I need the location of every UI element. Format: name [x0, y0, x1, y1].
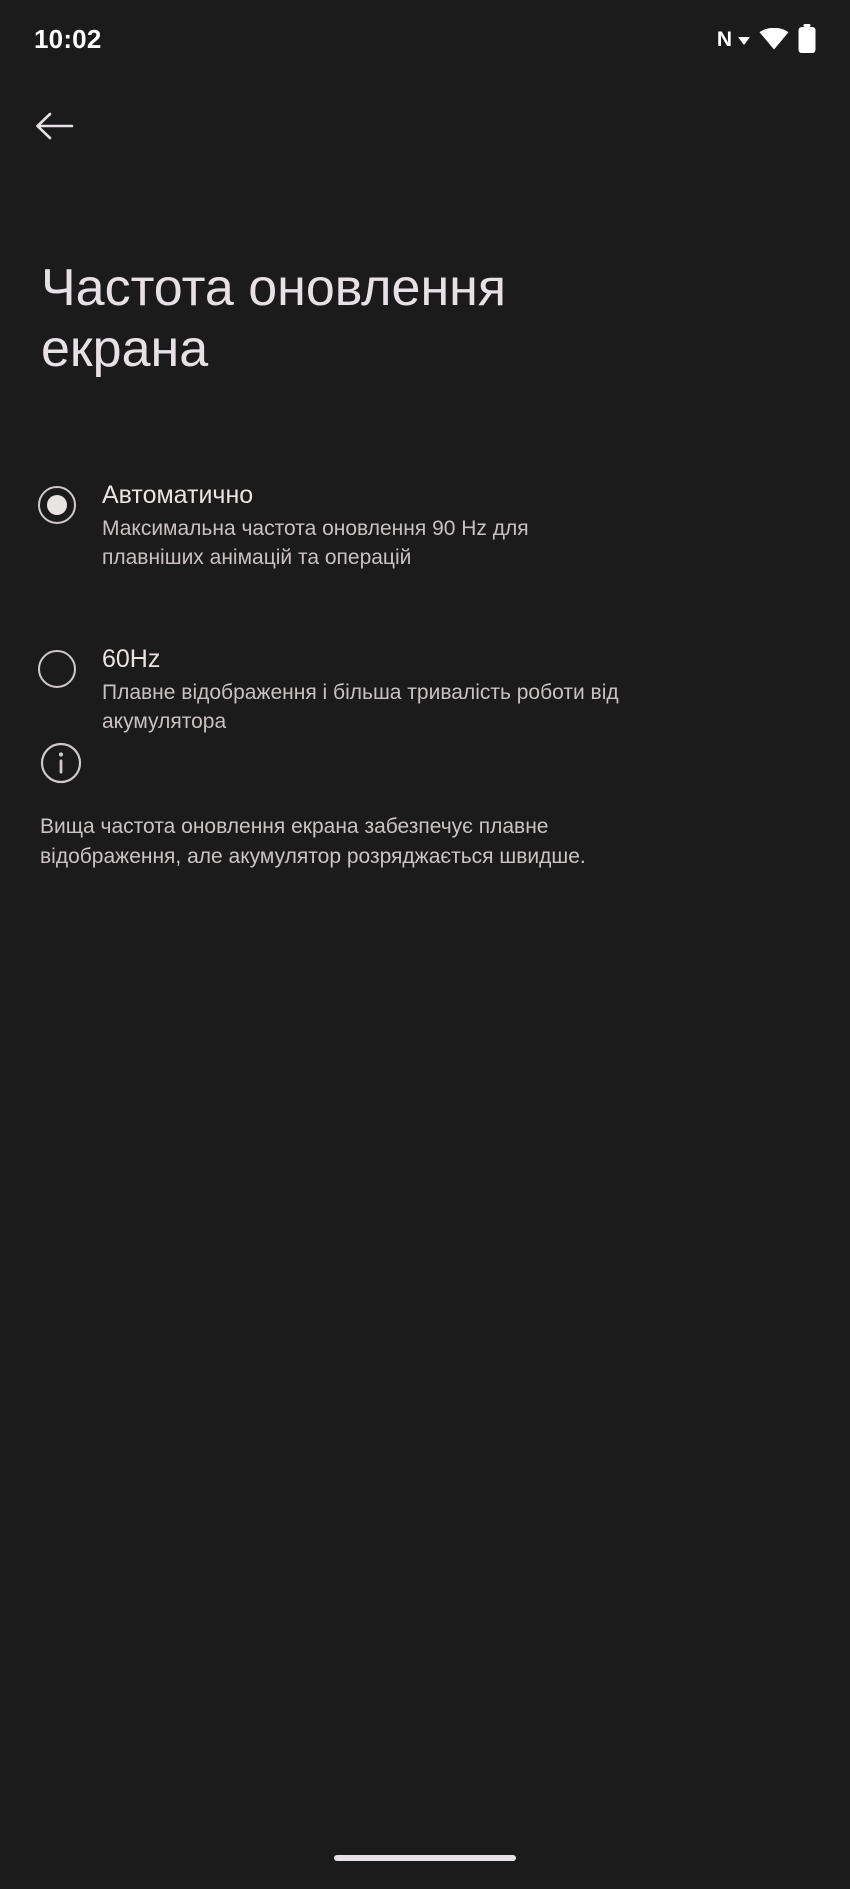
back-button[interactable]	[26, 100, 82, 156]
wifi-icon	[759, 28, 789, 50]
status-bar	[0, 0, 850, 78]
option-text-60hz	[102, 644, 810, 736]
status-icon-group	[717, 24, 816, 54]
option-text-automatic	[102, 480, 810, 572]
option-title-60hz: 60Hz	[102, 644, 161, 673]
option-row-automatic[interactable]	[0, 466, 850, 586]
option-description-60hz: Плавне відображення і більша тривалість роботи від акумулятора	[102, 681, 619, 733]
battery-icon	[798, 24, 816, 54]
option-title-automatic: Автоматично	[102, 481, 254, 509]
refresh-rate-option-list	[0, 466, 850, 750]
arrow-left-icon	[34, 109, 74, 148]
nfc-icon: N	[716, 27, 731, 51]
info-description: Вища частота оновлення екрана забезпечує плавне відображення, але акумулятор розряджається швидше.	[40, 815, 586, 869]
chevron-down-icon	[738, 37, 750, 45]
option-row-60hz[interactable]	[0, 630, 850, 750]
option-description-automatic: Максимальна частота оновлення 90 Hz для плавніших анімацій та операцій	[102, 517, 529, 569]
info-circle-icon	[40, 742, 82, 784]
radio-button-60hz[interactable]	[38, 650, 76, 688]
radio-button-automatic[interactable]	[38, 486, 76, 524]
status-time: 10:02	[34, 23, 102, 54]
home-indicator[interactable]	[334, 1855, 516, 1861]
page-title: Частота оновлення екрана	[41, 259, 507, 378]
